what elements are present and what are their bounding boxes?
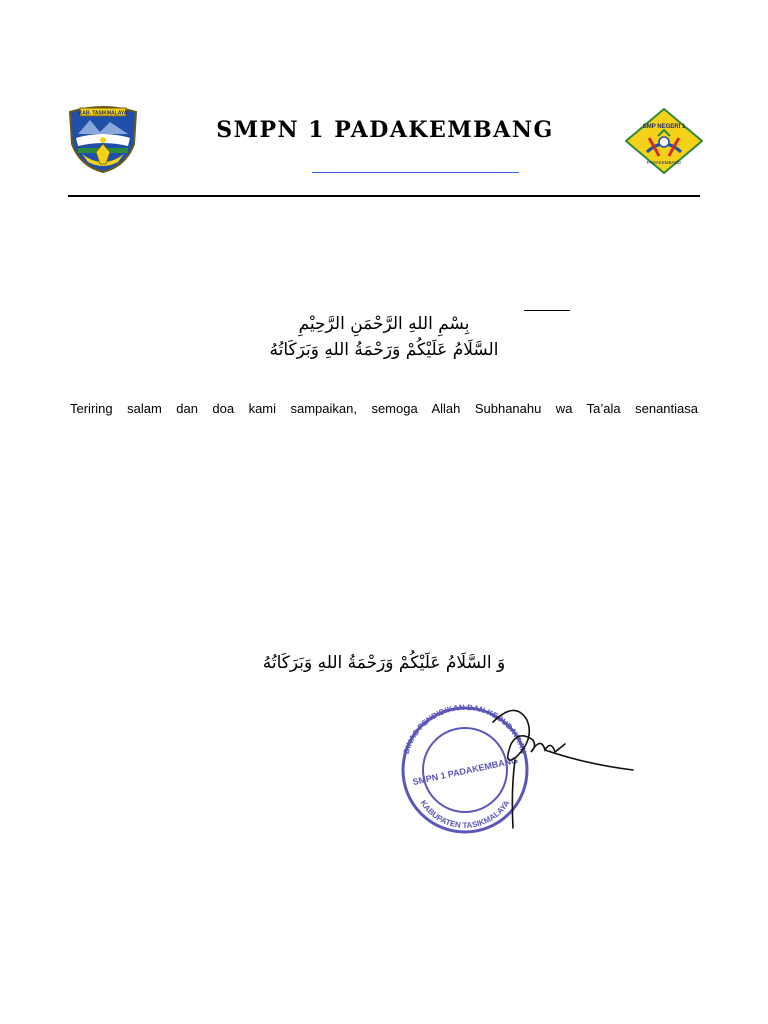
- website-link-underline[interactable]: [312, 172, 519, 173]
- right-logo-label-bottom: PADAKEMBANG: [646, 160, 682, 165]
- date-underline: [524, 310, 570, 311]
- school-stamp-icon: [402, 703, 528, 832]
- closing-salam: وَ السَّلَامُ عَلَيْكُمْ وَرَحْمَةُ اللهِ وَبَرَكَاتُهُ: [262, 653, 506, 673]
- svg-text:KABUPATEN TASIKMALAYA: [419, 798, 512, 830]
- official-stamp-signature: [395, 700, 645, 835]
- regency-emblem-icon: [66, 104, 140, 174]
- letterhead: [0, 0, 768, 200]
- letter-body-line: Teriring salam dan doa kami sampaikan, semoga Allah Subhanahu wa Ta’ala senantiasa: [70, 401, 698, 416]
- stamp-center-text: SMPN 1 PADAKEMBANG: [411, 754, 519, 788]
- stamp-ring-bottom: KABUPATEN TASIKMALAYA: [418, 798, 512, 831]
- right-logo-label-top: SMP NEGERI 1: [642, 124, 686, 130]
- basmalah: بِسْمِ اللهِ الرَّحْمَنِ الرَّحِيْمِ: [298, 314, 470, 334]
- school-emblem-icon: [625, 108, 703, 174]
- opening-salam: السَّلَامُ عَلَيْكُمْ وَرَحْمَةُ اللهِ وَبَرَكَاتُهُ: [269, 340, 499, 360]
- school-name: SMPN 1 PADAKEMBANG: [216, 117, 554, 143]
- stamp-ring-top: DINAS PENDIDIKAN DAN KEBUDAYAAN: [401, 702, 529, 755]
- header-divider: [68, 195, 700, 197]
- left-logo-label: KAB. TASIKMALAYA: [78, 110, 128, 117]
